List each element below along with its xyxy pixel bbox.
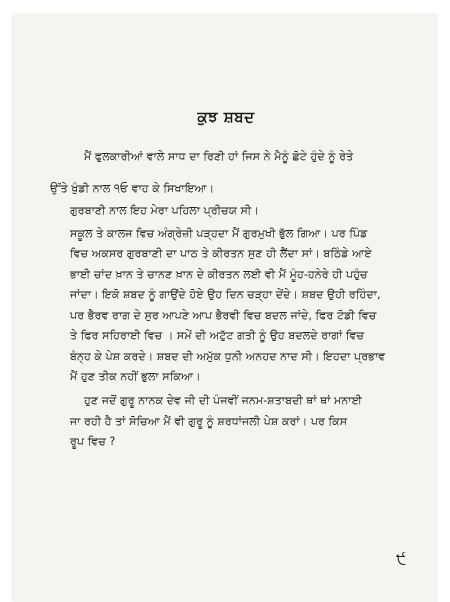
- text-line-4: ਸਕੂਲ ਤੇ ਕਾਲਜ ਵਿਚ ਅੰਗ੍ਰੇਜ਼ੀ ਪੜ੍ਹਦਾ ਮੈਂ ਗੁਰਮੁਖੀ ਭੁੱਲ ਗਿਆ। ਪਰ ਪਿੰਡ: [70, 227, 368, 240]
- text-line-13: ਜਾ ਰਹੀ ਹੈ ਤਾਂ ਸੋਚਿਆ ਮੈਂ ਵੀ ਗੁਰੂ ਨੂੰ ਸ਼ਰਧਾਂਜਲੀ ਪੇਸ਼ ਕਰਾਂ। ਪਰ ਕਿਸ: [70, 415, 348, 428]
- text-line-14: ਰੂਪ ਵਿਚ ?: [70, 435, 116, 448]
- page-heading: ਕੁਝ ਸ਼ਬਦ: [197, 108, 255, 126]
- text-line-11: ਮੈਂ ਹੁਣ ਤੀਕ ਨਹੀਂ ਭੁਲਾ ਸਕਿਆ।: [70, 370, 201, 383]
- text-line-10: ਬੰਨ੍ਹ ਕੇ ਪੇਸ਼ ਕਰਦੇ। ਸ਼ਬਦ ਦੀ ਅਮੁੱਕ ਧੁਨੀ ਅਨਹਦ ਨਾਦ ਸੀ। ਇਹਦਾ ਪ੍ਰਭਾਵ: [70, 350, 386, 363]
- text-line-9: ਤੇ ਫਿਰ ਸਹਿਰਾਈ ਵਿਚ । ਸਮੇਂ ਦੀ ਅਟੁੱਟ ਗਤੀ ਨੂੰ ਉਹ ਬਦਲਦੇ ਰਾਗਾਂ ਵਿਚ: [70, 329, 365, 342]
- text-line-6: ਭਾਈ ਚਾਂਦ ਖ਼ਾਨ ਤੇ ਚਾਨਣ ਖ਼ਾਨ ਦੇ ਕੀਰਤਨ ਲਈ ਵੀ ਮੈਂ ਮੂੰਹ-ਹਨੇਰੇ ਹੀ ਪਹੁੰਚ: [70, 268, 368, 281]
- page-number: ੯: [396, 549, 407, 568]
- text-line-7: ਜਾਂਦਾ। ਇਕੋ ਸ਼ਬਦ ਨੂੰ ਗਾਉਂਦੇ ਹੋਏ ਉਹ ਦਿਨ ਚੜ੍ਹਾ ਦੇਂਦੇ। ਸ਼ਬਦ ਉਹੀ ਰਹਿੰਦਾ,: [70, 288, 381, 301]
- text-line-2: ਉੱਤੇ ਖੁੰਡੀ ਨਾਲ ੧ਓ ਵਾਹ ਕੇ ਸਿਖਾਇਆ।: [50, 182, 215, 195]
- text-line-1: ਮੈਂ ਫੁਲਕਾਰੀਆਂ ਵਾਲੇ ਸਾਧ ਦਾ ਰਿਣੀ ਹਾਂ ਜਿਸ ਨੇ ਮੈਨੂੰ ਛੋਟੇ ਹੁੰਦੇ ਨੂੰ ਰੇਤੇ: [84, 150, 354, 163]
- book-page: [14, 14, 438, 602]
- text-line-5: ਵਿਚ ਅਕਸਰ ਗੁਰਬਾਣੀ ਦਾ ਪਾਠ ਤੇ ਕੀਰਤਨ ਸੁਣ ਹੀ ਲੈਂਦਾ ਸਾਂ। ਬਠਿੰਡੇ ਆਏ: [70, 247, 372, 260]
- text-line-12: ਹੁਣ ਜਦੋਂ ਗੁਰੂ ਨਾਨਕ ਦੇਵ ਜੀ ਦੀ ਪੰਜਵੀਂ ਜਨਮ-ਸ਼ਤਾਬਦੀ ਥਾਂ ਥਾਂ ਮਨਾਈ: [84, 394, 362, 407]
- text-line-3: ਗੁਰਬਾਣੀ ਨਾਲ ਇਹ ਮੇਰਾ ਪਹਿਲਾ ਪ੍ਰੀਚਯ ਸੀ।: [70, 204, 259, 217]
- text-line-8: ਪਰ ਭੈਰਵ ਰਾਗ ਦੇ ਸੁਰ ਆਪਣੇ ਆਪ ਭੈਰਵੀ ਵਿਚ ਬਦਲ ਜਾਂਦੇ, ਫਿਰ ਟੋਡੀ ਵਿਚ: [70, 309, 377, 322]
